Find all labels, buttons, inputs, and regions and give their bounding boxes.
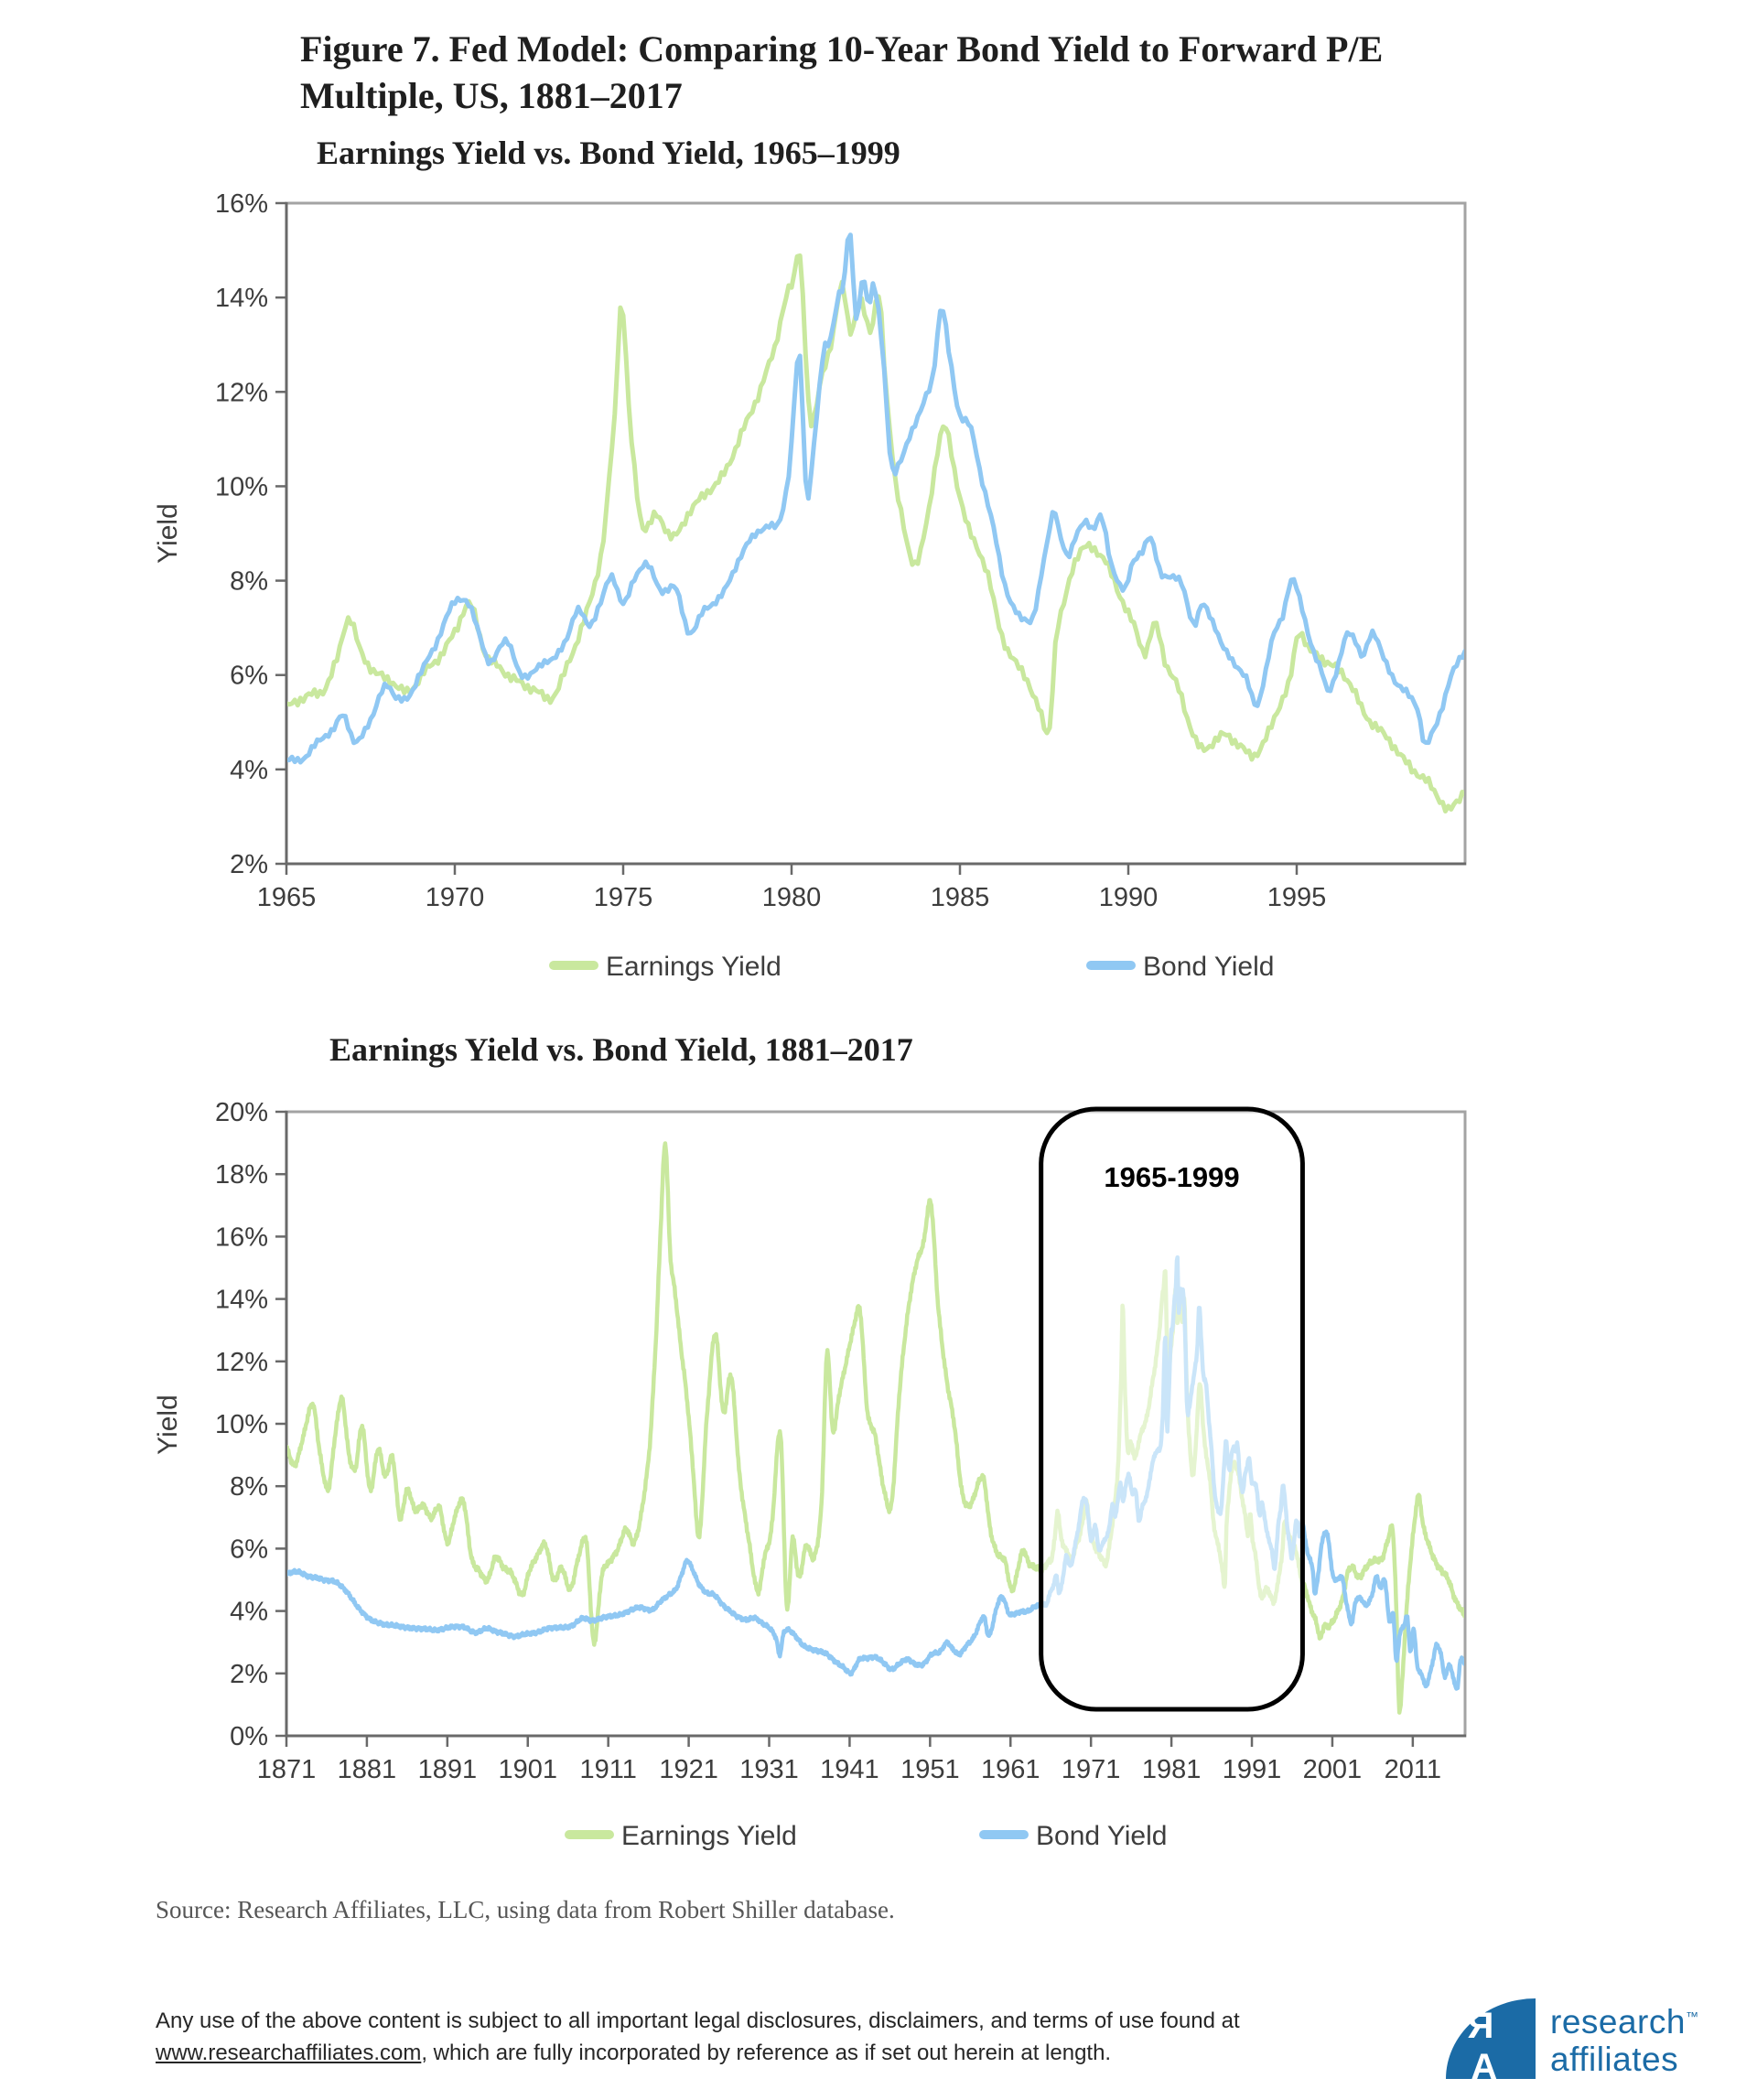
research-affiliates-logo	[1446, 1998, 1699, 2087]
svg-text:2001: 2001	[1302, 1755, 1363, 1784]
svg-text:1980: 1980	[761, 883, 822, 912]
svg-text:4%: 4%	[230, 755, 268, 785]
svg-text:12%: 12%	[214, 378, 268, 408]
svg-text:10%: 10%	[214, 472, 268, 502]
logo-wedge-icon	[1446, 1998, 1536, 2087]
svg-text:1991: 1991	[1222, 1755, 1282, 1784]
svg-text:1941: 1941	[820, 1755, 879, 1784]
svg-text:1990: 1990	[1098, 883, 1159, 912]
svg-text:4%: 4%	[230, 1597, 268, 1627]
research-affiliates-link[interactable]: www.researchaffiliates.com	[156, 2040, 422, 2065]
svg-text:8%: 8%	[230, 1472, 268, 1502]
svg-text:2%: 2%	[230, 1659, 268, 1689]
svg-text:1981: 1981	[1141, 1755, 1202, 1784]
trademark-symbol: ™	[1685, 2008, 1699, 2024]
svg-text:12%: 12%	[214, 1347, 268, 1377]
svg-text:1921: 1921	[659, 1755, 718, 1784]
svg-text:16%: 16%	[214, 1222, 268, 1253]
earnings-vs-bond-chart-1965-1999	[0, 183, 1757, 988]
svg-text:14%: 14%	[214, 284, 268, 314]
svg-text:1995: 1995	[1267, 883, 1327, 912]
svg-text:1871: 1871	[256, 1755, 317, 1784]
svg-text:1971: 1971	[1061, 1755, 1121, 1784]
svg-text:1901: 1901	[498, 1755, 558, 1784]
svg-text:1961: 1961	[981, 1755, 1040, 1784]
source-note: Source: Research Affiliates, LLC, using data from Robert Shiller database.	[156, 1896, 895, 1923]
svg-text:1965: 1965	[256, 883, 317, 912]
chart1-y-axis-label: Yield	[153, 503, 183, 564]
svg-text:1911: 1911	[579, 1755, 637, 1784]
svg-text:1970: 1970	[425, 883, 485, 912]
earnings-vs-bond-chart-1881-2017	[0, 1089, 1757, 1867]
svg-text:6%: 6%	[230, 661, 268, 691]
svg-text:1891: 1891	[417, 1755, 478, 1784]
svg-text:1951: 1951	[900, 1755, 960, 1784]
svg-text:Earnings Yield: Earnings Yield	[606, 952, 781, 982]
legal-disclaimer	[156, 2006, 1309, 2070]
svg-text:2%: 2%	[230, 850, 268, 879]
svg-text:8%: 8%	[230, 566, 268, 597]
svg-text:14%: 14%	[214, 1285, 268, 1315]
figure-title: Figure 7. Fed Model: Comparing 10-Year Bond Yield to Forward P/E Multiple, US, 1881–2017	[300, 28, 1384, 117]
svg-text:1975: 1975	[593, 883, 653, 912]
disclaimer-line2: , which are fully incorporated by reference as if set out herein at length.	[421, 2040, 1112, 2065]
svg-text:10%: 10%	[214, 1410, 268, 1439]
svg-text:20%: 20%	[214, 1098, 268, 1127]
svg-text:2011: 2011	[1384, 1755, 1442, 1784]
svg-text:1881: 1881	[337, 1755, 397, 1784]
logo-monogram: RA	[1471, 2005, 1494, 2087]
svg-text:6%: 6%	[230, 1535, 268, 1565]
svg-text:1985: 1985	[930, 883, 990, 912]
svg-text:16%: 16%	[214, 189, 268, 219]
svg-text:1965-1999: 1965-1999	[1104, 1161, 1240, 1193]
disclaimer-line1: Any use of the above content is subject to all important legal disclosures, disclaimers, and terms of use found at	[156, 2008, 1240, 2033]
chart1-title: Earnings Yield vs. Bond Yield, 1965–1999	[317, 135, 900, 171]
chart2-y-axis-label: Yield	[153, 1395, 183, 1455]
svg-text:Bond Yield: Bond Yield	[1143, 952, 1275, 982]
svg-text:18%: 18%	[214, 1160, 268, 1190]
svg-text:1931: 1931	[739, 1755, 799, 1784]
svg-text:0%: 0%	[230, 1722, 268, 1751]
logo-wordmark: research™ affiliates	[1550, 2003, 1699, 2078]
svg-text:Earnings Yield: Earnings Yield	[621, 1821, 797, 1851]
chart2-title: Earnings Yield vs. Bond Yield, 1881–2017	[329, 1031, 913, 1068]
svg-text:Bond Yield: Bond Yield	[1036, 1821, 1168, 1851]
